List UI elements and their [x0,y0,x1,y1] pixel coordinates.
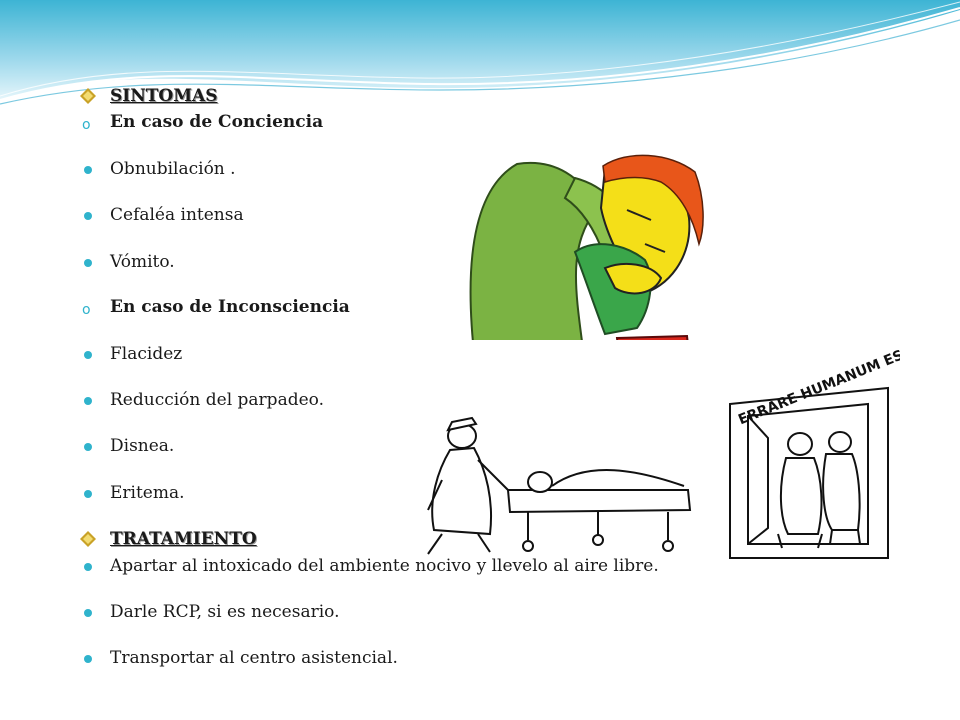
treatment-text: Darle RCP, si es necesario. [110,602,340,622]
dot-bullet-icon [84,563,92,571]
dot-bullet-icon [84,655,92,663]
symptom-text: Eritema. [110,483,185,503]
tratamiento-heading: TRATAMIENTO [110,529,257,549]
dot-bullet-icon [84,609,92,617]
dot-bullet-icon [84,443,92,451]
errare-humanum-text: ERRARE HUMANUM EST [736,343,900,429]
symptom-text: Obnubilación . [110,159,236,179]
stretcher-cartoon [398,340,710,565]
inconsciencia-label: En caso de Inconsciencia [110,297,350,317]
dot-bullet-icon [84,397,92,405]
sintomas-heading: SINTOMAS [110,86,218,106]
circle-outline-bullet-icon: o [82,117,91,133]
diamond-bullet-icon [80,531,96,547]
errare-humanum-cartoon [718,338,900,562]
diamond-bullet-icon [80,88,96,104]
dot-bullet-icon [84,166,92,174]
conciencia-label: En caso de Conciencia [110,112,324,132]
dot-bullet-icon [84,259,92,267]
symptom-text: Cefaléa intensa [110,205,244,225]
treatment-text: Apartar al intoxicado del ambiente nocivo y llevelo al aire libre. [110,556,659,576]
symptom-text: Flacidez [110,344,183,364]
symptom-text: Vómito. [110,252,175,272]
dot-bullet-icon [84,212,92,220]
circle-outline-bullet-icon: o [82,302,91,318]
treatment-text: Transportar al centro asistencial. [110,648,398,668]
dot-bullet-icon [84,351,92,359]
dot-bullet-icon [84,490,92,498]
symptom-text: Reducción del parpadeo. [110,390,324,410]
symptom-text: Disnea. [110,436,175,456]
